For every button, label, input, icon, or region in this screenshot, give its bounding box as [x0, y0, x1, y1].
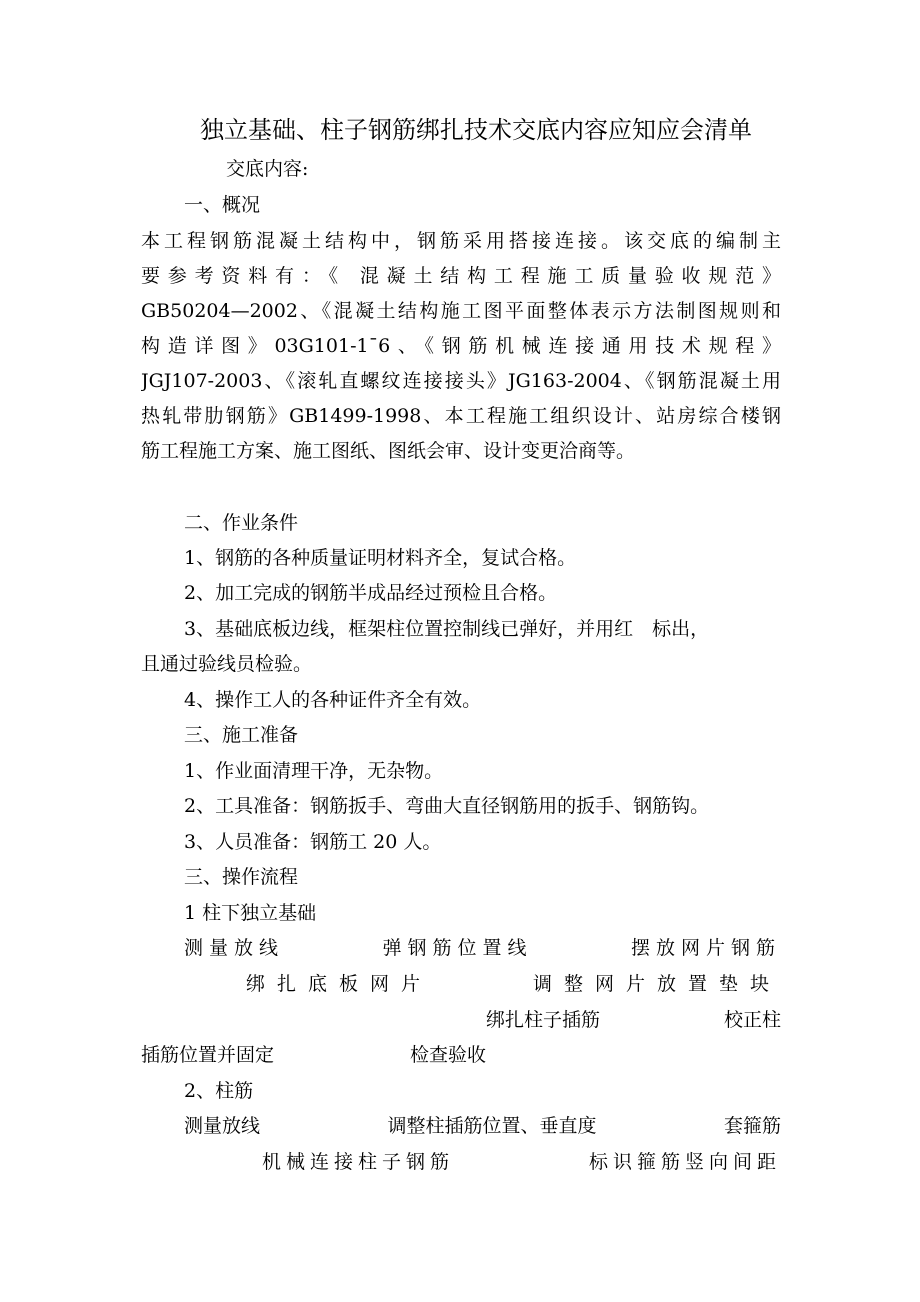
flow-step: 摆放网片钢筋 — [630, 937, 781, 959]
paragraph-line: GB50204—2002、《混凝土结构施工图平面整体表示方法制图规则和 — [141, 300, 781, 322]
section-heading-overview: 一、概况 — [184, 194, 261, 216]
flow-step: 测量放线 — [184, 1115, 261, 1137]
intro-label: 交底内容: — [226, 158, 309, 180]
paragraph-line: 构造详图》03G101-1¯6、《钢筋机械连接通用技术规程》 — [141, 335, 781, 357]
list-item: 2、工具准备：钢筋扳手、弯曲大直径钢筋用的扳手、钢筋钩。 — [184, 795, 710, 817]
subsection-heading: 1 柱下独立基础 — [184, 902, 317, 924]
list-item: 1、钢筋的各种质量证明材料齐全，复试合格。 — [184, 547, 577, 569]
paragraph-line: JGJ107-2003、《滚轧直螺纹连接接头》JG163-2004、《钢筋混凝土用 — [141, 370, 781, 392]
flow-step: 调整网片放置垫块 — [532, 973, 781, 995]
flow-step: 测量放线 — [184, 937, 285, 959]
section-heading-preparation: 三、施工准备 — [184, 724, 299, 746]
paragraph-line: 要参考资料有：《 混凝土结构工程施工质量验收规范》 — [141, 265, 781, 287]
subsection-heading: 2、柱筋 — [184, 1080, 254, 1102]
list-item: 且通过验线员检验。 — [141, 653, 313, 675]
paragraph-line: 本工程钢筋混凝土结构中，钢筋采用搭接连接。该交底的编制主 — [141, 230, 781, 252]
flow-row — [246, 969, 781, 999]
paragraph-line: 筋工程施工方案、施工图纸、图纸会审、设计变更洽商等。 — [141, 440, 636, 462]
flow-step: 机械连接柱子钢筋 — [262, 1151, 455, 1173]
flow-step: 检查验收 — [410, 1044, 487, 1066]
section-heading-process: 三、操作流程 — [184, 866, 299, 888]
flow-row — [262, 1147, 781, 1177]
list-item: 4、操作工人的各种证件齐全有效。 — [184, 689, 482, 711]
flow-row — [184, 1111, 781, 1141]
flow-step: 插筋位置并固定 — [141, 1044, 275, 1066]
paragraph-line: 热轧带肋钢筋》GB1499-1998、本工程施工组织设计、站房综合楼钢 — [141, 405, 781, 427]
flow-row — [184, 933, 781, 963]
flow-step: 校正柱 — [723, 1009, 781, 1031]
flow-step: 弹钢筋位置线 — [382, 937, 533, 959]
list-item: 1、作业面清理干净，无杂物。 — [184, 760, 444, 782]
flow-step: 绑扎柱子插筋 — [486, 1009, 601, 1031]
list-item: 3、人员准备：钢筋工 20 人。 — [184, 831, 442, 853]
document-title: 独立基础、柱子钢筋绑扎技术交底内容应知应会清单 — [200, 116, 752, 144]
flow-step: 标识箍筋竖向间距 — [588, 1151, 781, 1173]
flow-step: 调整柱插筋位置、垂直度 — [387, 1115, 597, 1137]
flow-step: 绑扎底板网片 — [246, 973, 433, 995]
list-item: 2、加工完成的钢筋半成品经过预检且合格。 — [184, 582, 558, 604]
list-item: 3、基础底板边线，框架柱位置控制线已弹好，并用红 标出， — [184, 618, 710, 640]
flow-row — [486, 1005, 781, 1035]
flow-step: 套箍筋 — [723, 1115, 781, 1137]
section-heading-conditions: 二、作业条件 — [184, 512, 299, 534]
